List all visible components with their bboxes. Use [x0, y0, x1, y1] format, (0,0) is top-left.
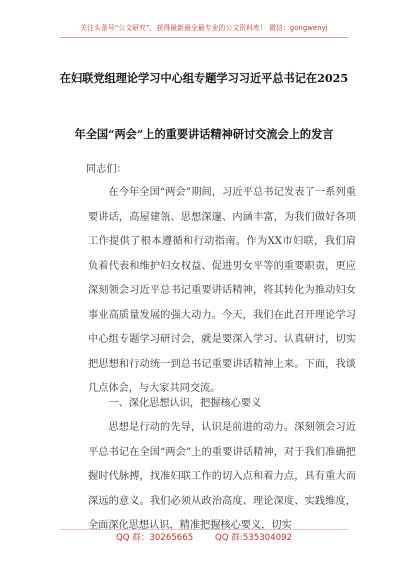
footer-contact: QQ 群：30265665 QQ 群:535304092 [116, 533, 292, 543]
header-banner: 关注头条号“公文研究”，获得最新最全最专业的公文资料库！ 微信：gongwenyj [80, 24, 328, 32]
salutation: 同志们： [86, 164, 127, 175]
paragraph-section-1: 思想是行动的先导，认识是前进的动力。深刻领会习近平总书记在全国“两会”上的重要讲话精神，对于我们准确把握时代脉搏，找准妇联工作的切入点和着力点，具有重大而深远的意义。我们必须从政治高度、理论深度、实践维度，全面深化思想认识，精准把握核心要义，切实 [88, 422, 356, 531]
document-title-line-1: 在妇联党组理论学习中心组专题学习习近平总书记在2025 [59, 71, 349, 85]
paragraph-intro: 在今年全国“两会”期间，习近平总书记发表了一系列重要讲话，高屋建瓴、思想深邃、内涵丰富，为我们做好各项工作提供了根本遵循和行动指南。作为XX市妇联，我们肩负着代表和维护妇女权益、促进男女平等的重要职责，更应深刻领会习近平总书记重要讲话精神，将其转化为推动妇女事业高质量发展的强大动力。今天，我们在此召开理论学习中心组专题学习研讨会，就是要深入学习、认真研讨，切实把思想和行动统一到总书记重要讲话精神上来。下面，我谈几点体会，与大家共同交流。 [88, 187, 356, 394]
footer-divider [60, 529, 348, 530]
document-title-line-2: 年全国“两会”上的重要讲话精神研讨交流会上的发言 [74, 127, 334, 141]
header-divider [60, 37, 348, 38]
section-heading-1: 一、深化思想认识，把握核心要义 [108, 398, 262, 409]
